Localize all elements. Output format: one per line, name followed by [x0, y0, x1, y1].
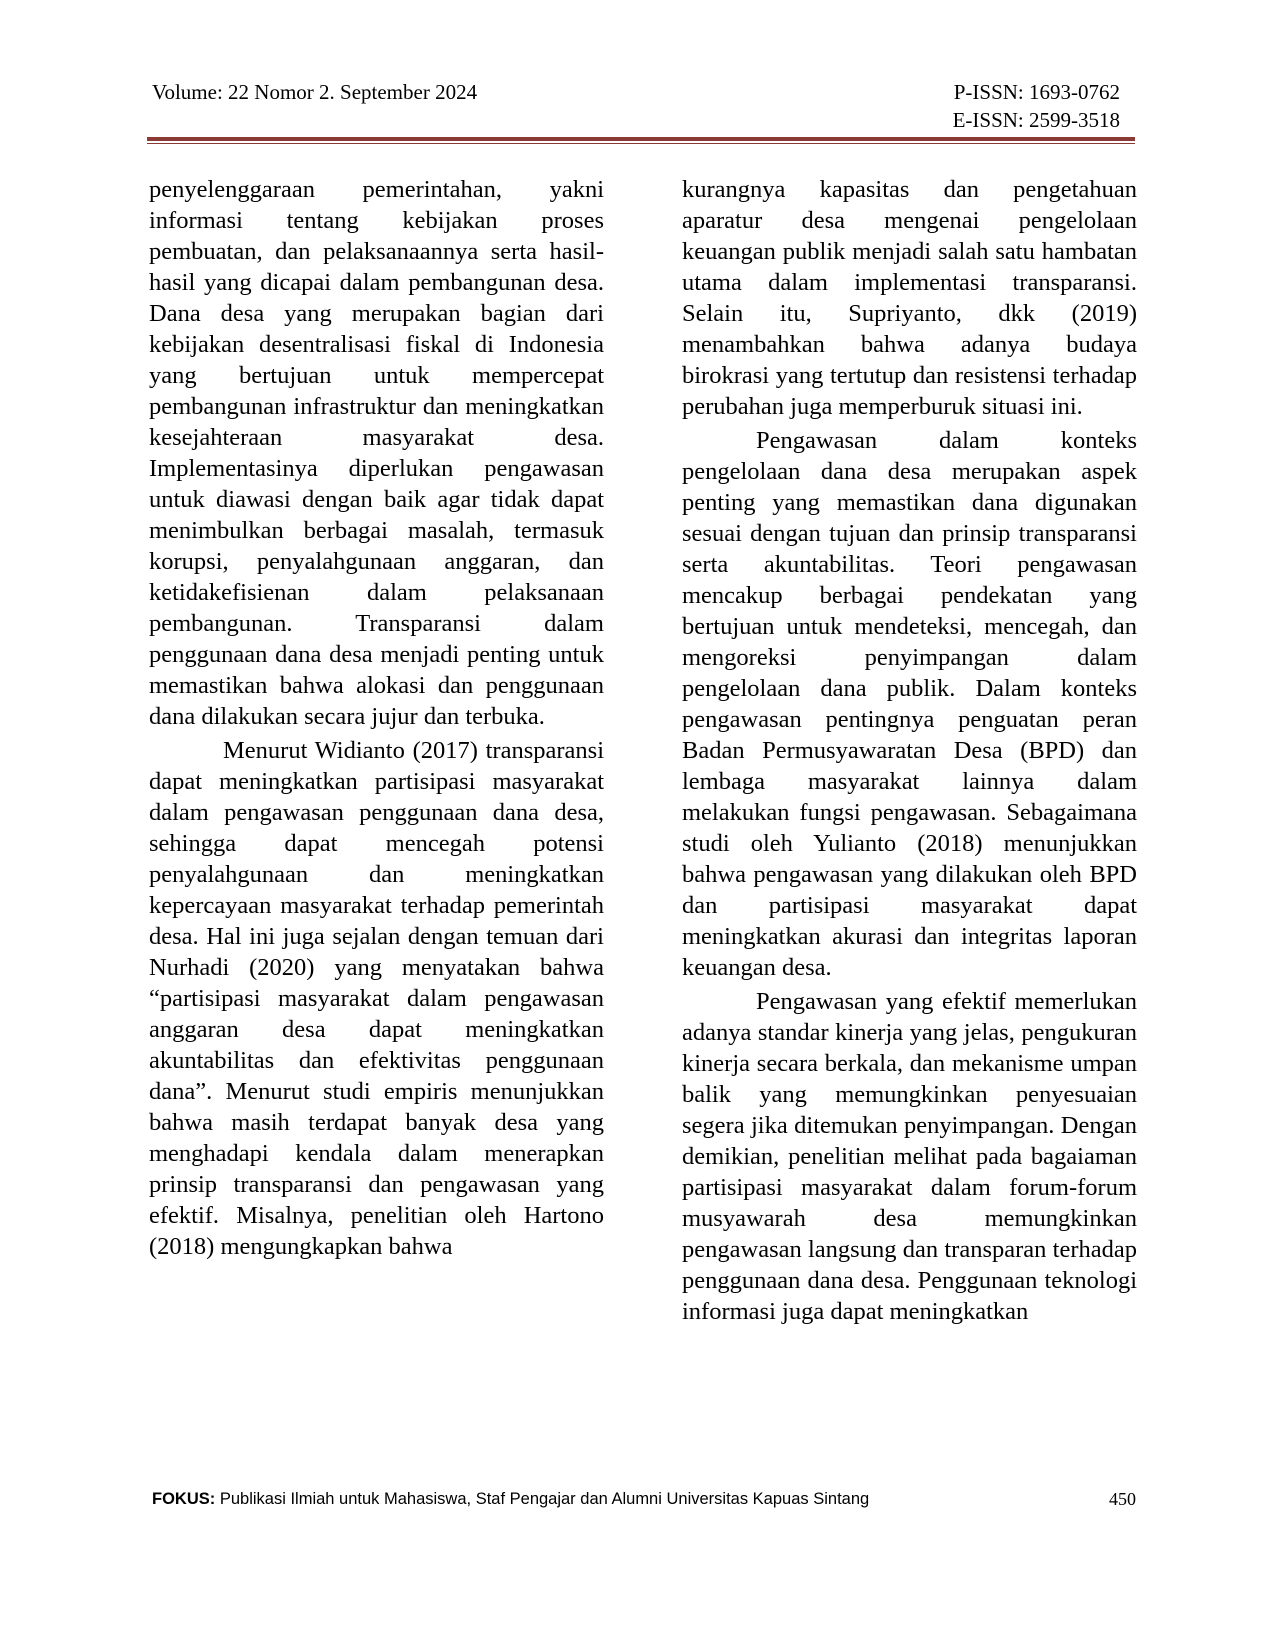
p-issn: P-ISSN: 1693-0762 [953, 80, 1120, 104]
right-paragraph-1: kurangnya kapasitas dan pengetahuan aparatur desa mengenai pengelolaan keuangan publik menjadi salah satu hambatan utama dalam implementasi transparansi. Selain itu, Supriyanto, dkk (2019) menambahkan bahwa adanya budaya birokrasi yang tertutup dan resistensi terhadap perubahan juga memperburuk situasi ini. [682, 176, 1137, 420]
volume-info: Volume: 22 Nomor 2. September 2024 [152, 80, 478, 104]
left-paragraph-2: Menurut Widianto (2017) transparansi dapat meningkatkan partisipasi masyarakat dalam pengawasan penggunaan dana desa, sehingga dapat mencegah potensi penyalahgunaan dan meningkatkan kepercayaan masyarakat terhadap pemerintah desa. Hal ini juga sejalan dengan temuan dari Nurhadi (2020) yang menyatakan bahwa “partisipasi masyarakat dalam pengawasan anggaran desa dapat meningkatkan akuntabilitas dan efektivitas penggunaan dana”. Menurut studi empiris menunjukkan bahwa masih terdapat banyak desa yang menghadapi kendala dalam menerapkan prinsip transparansi dan pengawasan yang efektif. Misalnya, penelitian oleh Hartono (2018) mengungkapkan bahwa [149, 737, 604, 1260]
footer-journal-info [152, 1488, 869, 1510]
left-column [149, 174, 604, 1262]
right-paragraph-2: Pengawasan dalam konteks pengelolaan dana desa merupakan aspek penting yang memastikan dana digunakan sesuai dengan tujuan dan prinsip transparansi serta akuntabilitas. Teori pengawasan mencakup berbagai pendekatan yang bertujuan untuk mendeteksi, mencegah, dan mengoreksi penyimpangan dalam pengelolaan dana publik. Dalam konteks pengawasan pentingnya penguatan peran Badan Permusyawaratan Desa (BPD) dan lembaga masyarakat lainnya dalam melakukan fungsi pengawasan. Sebagaimana studi oleh Yulianto (2018) menunjukkan bahwa pengawasan yang dilakukan oleh BPD dan partisipasi masyarakat dapat meningkatkan akurasi dan integritas laporan keuangan desa. [682, 427, 1137, 981]
left-paragraph-1: penyelenggaraan pemerintahan, yakni informasi tentang kebijakan proses pembuatan, dan pelaksanaannya serta hasil-hasil yang dicapai dalam pembangunan desa. Dana desa yang merupakan bagian dari kebijakan desentralisasi fiskal di Indonesia yang bertujuan untuk mempercepat pembangunan infrastruktur dan meningkatkan kesejahteraan masyarakat desa. Implementasinya diperlukan pengawasan untuk diawasi dengan baik agar tidak dapat menimbulkan berbagai masalah, termasuk korupsi, penyalahgunaan anggaran, dan ketidakefisienan dalam pelaksanaan pembangunan. Transparansi dalam penggunaan dana desa menjadi penting untuk memastikan bahwa alokasi dan penggunaan dana dilakukan secara jujur dan terbuka. [149, 176, 604, 730]
header-rule-thick [147, 137, 1135, 141]
right-column [682, 174, 1137, 1327]
right-paragraph-3: Pengawasan yang efektif memerlukan adanya standar kinerja yang jelas, pengukuran kinerja secara berkala, dan mekanisme umpan balik yang memungkinkan penyesuaian segera jika ditemukan penyimpangan. Dengan demikian, penelitian melihat pada bagaiaman partisipasi masyarakat dalam forum-forum musyawarah desa memungkinkan pengawasan langsung dan transparan terhadap penggunaan dana desa. Penggunaan teknologi informasi juga dapat meningkatkan [682, 988, 1137, 1325]
footer-label: FOKUS: [152, 1490, 216, 1508]
header-rule-thin [147, 143, 1135, 144]
page-number: 450 [1109, 1489, 1136, 1509]
footer-description: Publikasi Ilmiah untuk Mahasiswa, Staf Pengajar dan Alumni Universitas Kapuas Sintang [215, 1490, 870, 1508]
e-issn: E-ISSN: 2599-3518 [952, 108, 1120, 132]
issn-block [953, 78, 1120, 134]
